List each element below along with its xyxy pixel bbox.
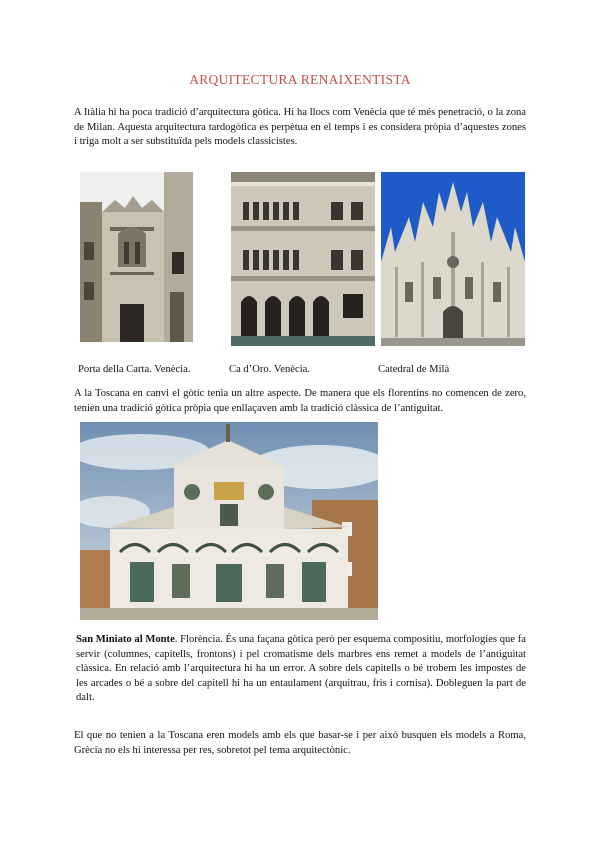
san-miniato-name: San Miniato al Monte [76, 634, 175, 645]
san-miniato-text: . Florència. És una façana gòtica però per esquema compositiu, morfologies que fa servir (columnes, capitells, frontons) i pel cromatisme dels marbres ens remet a models de l’antiguitat clàssica. En relació amb l’arquitectura hi ha un error. A sobre dels capitells o bé trobem les impostes de les arcades o bé a sobre del capitell hi ha un entaulament (arquitrau, fris i cornisa). Dobleguen la part de dalt. [76, 634, 526, 704]
toscana-paragraph: A la Toscana en canvi el gòtic tenia un altre aspecte. De manera que els florentins no comencen de zero, tenien una tradició gòtica pròpia que enllaçaven amb la tradició clàssica de l’antiguitat. [74, 388, 526, 414]
porta-della-carta-image [80, 172, 193, 342]
closing-paragraph: El que no tenien a la Toscana eren models amb els que basar-se i per això busquen els models a Roma, Grècia no els hi interessa per res, sobretot pel tema arquitectònic. [74, 730, 526, 756]
page-title: ARQUITECTURA RENAIXENTISTA [189, 72, 411, 87]
san-miniato-image [80, 422, 378, 620]
intro-paragraph: A Itàlia hi ha poca tradició d’arquitectura gòtica. Hi ha llocs com Venècia que té més penetració, o la zona de Milan. Aquesta arquitectura tardogòtica es perpètua en el temps i es considera pròpia d’aquestes zones i triga molt a ser substituïda pels models classicistes. [74, 107, 526, 148]
caption-ca-doro: Ca d’Oro. Venècia. [229, 364, 310, 375]
caption-catedral-de-mila: Catedral de Milà [378, 364, 450, 375]
catedral-de-mila-image [381, 172, 525, 346]
san-miniato-paragraph [76, 633, 526, 706]
ca-doro-image [231, 172, 375, 346]
caption-porta-della-carta: Porta della Carta. Venècia. [78, 364, 191, 375]
